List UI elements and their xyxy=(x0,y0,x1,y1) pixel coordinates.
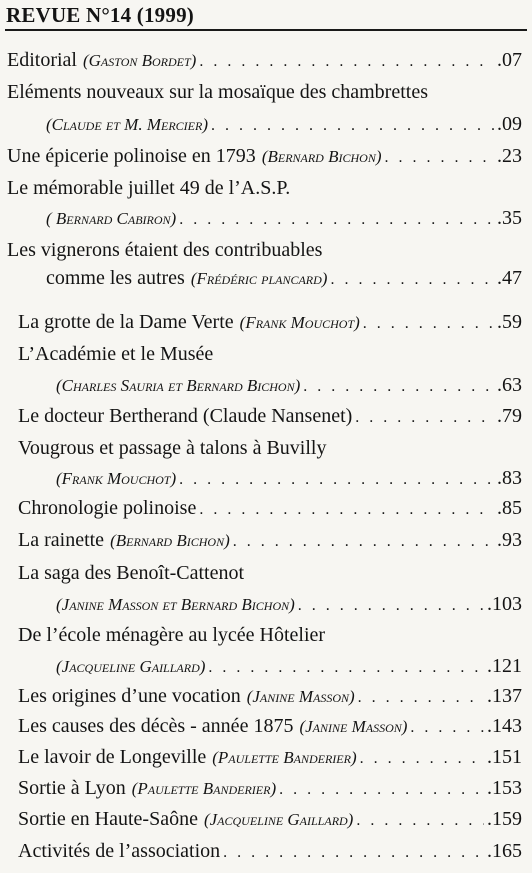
entry-page: .23 xyxy=(497,145,522,167)
dot-leader xyxy=(233,530,494,554)
dot-leader xyxy=(208,656,484,680)
entry-page: .59 xyxy=(497,311,522,333)
dot-leader xyxy=(179,468,494,492)
toc-entry xyxy=(7,176,290,200)
toc-entry xyxy=(18,745,522,771)
toc-entry-continuation xyxy=(46,112,522,138)
entry-page: .09 xyxy=(497,113,522,135)
entry-page: .47 xyxy=(497,267,522,289)
entry-author: (Janine Masson) xyxy=(299,717,408,736)
toc-entry-continuation xyxy=(56,466,522,492)
entry-author: (Bernard Bichon) xyxy=(261,147,382,166)
entry-author: (Frank Mouchot) xyxy=(239,313,360,332)
entry-title: La saga des Benoît-Cattenot xyxy=(18,562,245,584)
dot-leader xyxy=(360,747,484,771)
entry-title: Le docteur Bertherand (Claude Nansenet) xyxy=(18,405,353,427)
entry-title: Sortie à Lyon xyxy=(18,777,126,799)
entry-title: Les causes des décès - année 1875 xyxy=(18,715,294,737)
entry-title: Activités de l’association xyxy=(18,840,221,862)
toc-entry-continuation xyxy=(56,654,522,680)
entry-page: .159 xyxy=(487,808,522,830)
entry-page: .103 xyxy=(487,593,522,615)
entry-page: .151 xyxy=(487,746,522,768)
toc-entry xyxy=(18,310,522,336)
toc-entry xyxy=(18,342,213,366)
toc-entry xyxy=(18,776,522,802)
entry-author: (Frank Mouchot) xyxy=(56,469,177,488)
dot-leader xyxy=(356,809,484,833)
dot-leader xyxy=(303,375,494,399)
entry-page: .63 xyxy=(497,374,522,396)
entry-author: (Janine Masson et Bernard Bichon) xyxy=(56,595,295,614)
entry-page: .93 xyxy=(497,529,522,551)
dot-leader xyxy=(363,312,494,336)
entry-author: (Paulette Banderier) xyxy=(131,779,277,798)
entry-title: Editorial xyxy=(7,49,77,71)
toc-entry xyxy=(7,238,322,262)
entry-author: (Gaston Bordet) xyxy=(82,51,197,70)
entry-title: De l’école ménagère au lycée Hôtelier xyxy=(18,624,326,646)
toc-entry-continuation xyxy=(46,206,522,232)
entry-title: L’Académie et le Musée xyxy=(18,343,214,365)
toc-entry xyxy=(18,839,522,865)
entry-title: Le lavoir de Longeville xyxy=(18,746,207,768)
entry-title: Les vignerons étaient des contribuables xyxy=(7,239,323,261)
entry-title: Eléments nouveaux sur la mosaïque des chambrettes xyxy=(7,81,428,103)
dot-leader xyxy=(211,114,494,138)
dot-leader xyxy=(410,716,484,740)
dot-leader xyxy=(355,406,494,430)
entry-title: Vougrous et passage à talons à Buvilly xyxy=(18,437,327,459)
dot-leader xyxy=(199,498,494,522)
revue-heading: REVUE N°14 (1999) xyxy=(6,3,194,27)
entry-title-continued: comme les autres xyxy=(46,267,185,289)
entry-page: .79 xyxy=(497,405,522,427)
entry-title: Sortie en Haute-Saône xyxy=(18,808,198,830)
toc-entry xyxy=(7,144,522,170)
dot-leader xyxy=(358,686,484,710)
dot-leader xyxy=(179,208,494,232)
dot-leader xyxy=(223,841,484,865)
toc-entry xyxy=(18,436,326,460)
entry-author: (Jacqueline Gaillard) xyxy=(56,657,206,676)
toc-entry xyxy=(18,807,522,833)
dot-leader xyxy=(199,50,494,74)
toc-entry xyxy=(18,714,522,740)
toc-entry xyxy=(18,404,522,430)
toc-entry-continuation xyxy=(56,592,522,618)
entry-author: (Paulette Banderier) xyxy=(212,748,357,767)
dot-leader xyxy=(330,268,494,292)
toc-entry xyxy=(7,48,522,74)
entry-author: (Charles Sauria et Bernard Bichon) xyxy=(56,376,301,395)
entry-title: Les origines d’une vocation xyxy=(18,685,241,707)
dot-leader xyxy=(384,146,494,170)
entry-author: (Jacqueline Gaillard) xyxy=(203,810,354,829)
toc-entry xyxy=(18,496,522,522)
dot-leader xyxy=(298,594,484,618)
entry-author: (Frédéric plancard) xyxy=(190,269,328,288)
entry-author: (Janine Masson) xyxy=(246,687,355,706)
entry-author: (Bernard Bichon) xyxy=(110,531,230,550)
entry-page: .35 xyxy=(497,207,522,229)
entry-title: Le mémorable juillet 49 de l’A.S.P. xyxy=(7,177,291,199)
toc-entry xyxy=(18,684,522,710)
entry-page: .83 xyxy=(497,467,522,489)
entry-title: La rainette xyxy=(18,529,105,551)
entry-title: Une épicerie polinoise en 1793 xyxy=(7,145,256,167)
entry-author: (Claude et M. Mercier) xyxy=(46,115,208,134)
toc-entry xyxy=(18,528,522,554)
entry-title: Chronologie polinoise xyxy=(18,497,197,519)
entry-title: La grotte de la Dame Verte xyxy=(18,311,234,333)
toc-entry xyxy=(18,561,244,585)
dot-leader xyxy=(279,778,484,802)
toc-entry xyxy=(7,80,428,104)
entry-author: ( Bernard Cabiron) xyxy=(46,209,177,228)
toc-entry xyxy=(18,623,325,647)
entry-page: .143 xyxy=(487,715,522,737)
entry-page: .85 xyxy=(497,497,522,519)
toc-entry-continuation xyxy=(46,266,522,292)
entry-page: .165 xyxy=(487,840,522,862)
entry-page: .153 xyxy=(487,777,522,799)
entry-page: .121 xyxy=(487,655,522,677)
entry-page: .137 xyxy=(487,685,522,707)
entry-page: .07 xyxy=(497,49,522,71)
toc-entry-continuation xyxy=(56,373,522,399)
